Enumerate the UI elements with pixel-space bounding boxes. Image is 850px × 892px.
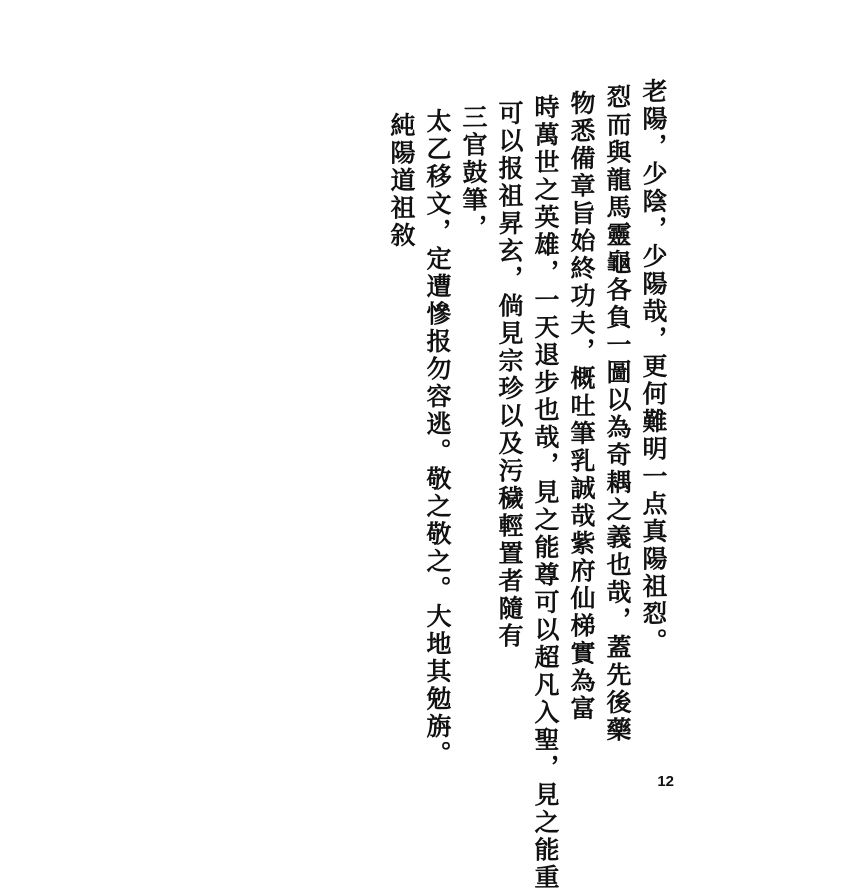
text-column-7: 太乙移文，定遭慘报勿容逃。敬之敬之。大地其勉旃。	[423, 107, 452, 769]
text-column-signature: 純陽道祖敘	[387, 111, 416, 250]
text-column-5: 可以报祖昇玄，倘見宗珍以及污穢輕置者隨有	[495, 99, 524, 651]
text-column-4: 時萬世之英雄，一天退步也哉，見之能尊可以超凡入聖，見之能重	[531, 93, 560, 892]
text-column-1: 老陽，少陰，少陽哉，更何難明一点真陽祖㤠。	[639, 77, 668, 656]
text-column-3: 物悉備章旨始終功夫，概吐筆乳誠哉紫府仙梯實為富	[567, 89, 596, 723]
page-number: 12	[657, 773, 674, 790]
text-column-6: 三官鼓筆，	[459, 103, 488, 242]
text-column-2: 㤠而與龍馬靈龜各負一圖以為奇耦之義也哉，蓋先後藥	[603, 83, 632, 745]
